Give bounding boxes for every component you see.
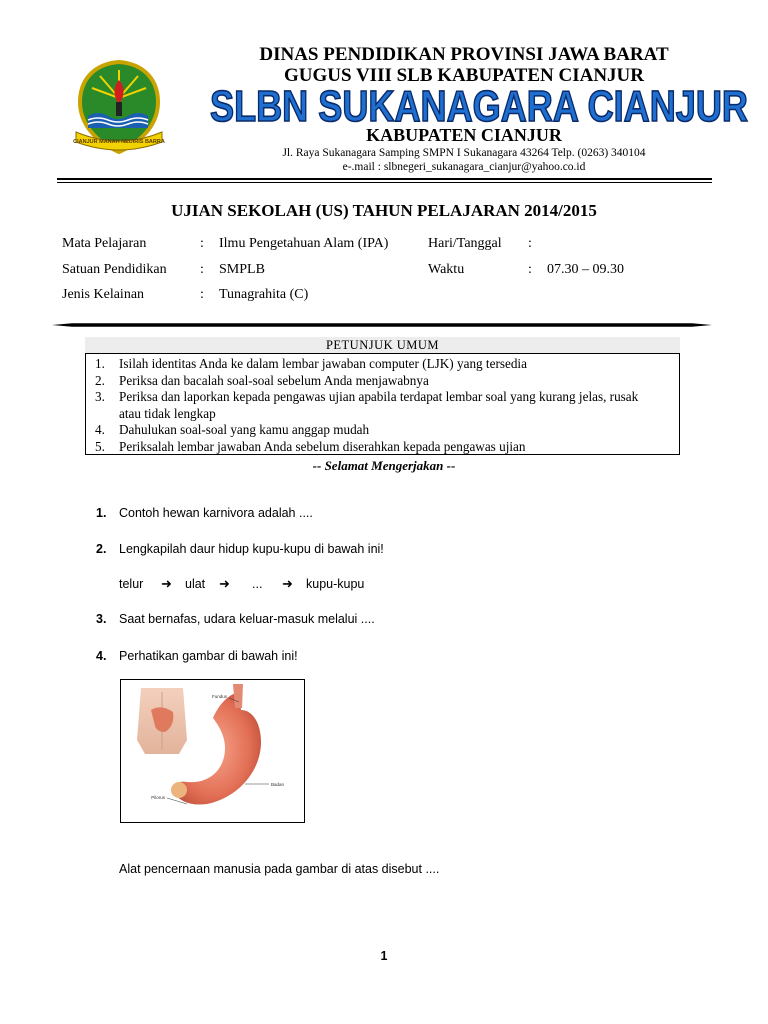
question-text: Perhatikan gambar di bawah ini!: [119, 649, 298, 663]
figure-label: Fundus: [211, 694, 227, 699]
instruction-number: 4.: [95, 422, 105, 437]
header-address: Jl. Raya Sukanagara Samping SMPN I Sukanagara 43264 Telp. (0263) 340104: [282, 147, 646, 159]
stomach-illustration: [174, 692, 261, 805]
header-email: e-.mail : slbnegeri_sukanagara_cianjur@yahoo.co.id: [342, 161, 586, 173]
question-number: 1.: [96, 506, 107, 520]
field-value-subject: Ilmu Pengetahuan Alam (IPA): [219, 236, 389, 251]
header-divider-bottom: [57, 182, 712, 183]
instruction-text: Isilah identitas Anda ke dalam lembar jawaban computer (LJK) yang tersedia: [119, 356, 527, 371]
instruction-number: 5.: [95, 439, 105, 454]
school-name-banner: [206, 80, 752, 130]
instruction-text: Periksalah lembar jawaban Anda sebelum diserahkan kepada pengawas ujian: [119, 439, 526, 454]
school-name-text: SLBN SUKANAGARA CIANJUR: [210, 82, 748, 130]
arrow-right-icon: ➜: [161, 576, 172, 591]
question-4-followup: Alat pencernaan manusia pada gambar di atas disebut ....: [119, 862, 440, 876]
question-text: Contoh hewan karnivora adalah ....: [119, 506, 313, 520]
lifecycle-stage: ulat: [185, 577, 206, 591]
page-number: 1: [380, 949, 388, 963]
field-value-time: 07.30 – 09.30: [547, 262, 624, 277]
exam-title: UJIAN SEKOLAH (US) TAHUN PELAJARAN 2014/2015: [171, 201, 597, 220]
field-colon: :: [200, 287, 204, 302]
field-label-date: Hari/Tanggal: [428, 236, 502, 251]
arrow-right-icon: ➜: [219, 576, 230, 591]
field-value-disability-type: Tunagrahita (C): [219, 287, 309, 302]
lifecycle-stage: ...: [252, 577, 263, 591]
field-colon: :: [528, 262, 532, 277]
question-number: 4.: [96, 649, 107, 663]
field-label-subject: Mata Pelajaran: [62, 236, 147, 251]
field-label-education-unit: Satuan Pendidikan: [62, 262, 167, 277]
header-line-2: GUGUS VIII SLB KABUPATEN CIANJUR: [283, 65, 644, 86]
instruction-text: Dahulukan soal-soal yang kamu anggap mudah: [119, 422, 370, 437]
field-value-education-unit: SMPLB: [219, 262, 265, 277]
instruction-text: Periksa dan laporkan kepada pengawas ujian apabila terdapat lembar soal yang kurang jelas, rusak atau tidak lengkap: [119, 389, 639, 421]
instruction-number: 1.: [95, 356, 105, 371]
header-divider-top: [57, 178, 712, 180]
question-text: Lengkapilah daur hidup kupu-kupu di bawah ini!: [119, 542, 384, 556]
good-luck-message: -- Selamat Mengerjakan --: [312, 458, 456, 473]
question-text: Saat bernafas, udara keluar-masuk melalui ....: [119, 612, 375, 626]
header-line-4: KABUPATEN CIANJUR: [366, 125, 562, 145]
field-label-disability-type: Jenis Kelainan: [62, 287, 145, 302]
field-colon: :: [200, 236, 204, 251]
stomach-figure: [120, 679, 305, 823]
instruction-number: 3.: [95, 389, 105, 404]
field-colon: :: [528, 236, 532, 251]
lifecycle-stage: telur: [119, 577, 144, 591]
instructions-heading: PETUNJUK UMUM: [85, 337, 680, 354]
logo-ribbon-text: CIANJUR MANAH NEUIRIS BARRA: [73, 139, 165, 145]
lifecycle-stage: kupu-kupu: [306, 577, 365, 591]
figure-label: Pilorus: [151, 795, 165, 800]
field-colon: :: [200, 262, 204, 277]
field-label-time: Waktu: [428, 262, 465, 277]
figure-label: Badan: [271, 782, 285, 787]
instruction-number: 2.: [95, 373, 105, 388]
question-number: 3.: [96, 612, 107, 626]
question-number: 2.: [96, 542, 107, 556]
instruction-text: Periksa dan bacalah soal-soal sebelum Anda menjawabnya: [119, 373, 429, 388]
header-line-1: DINAS PENDIDIKAN PROVINSI JAWA BARAT: [259, 44, 669, 65]
arrow-right-icon: ➜: [282, 576, 293, 591]
section-divider: [52, 316, 712, 324]
provincial-emblem-logo: [72, 58, 166, 158]
